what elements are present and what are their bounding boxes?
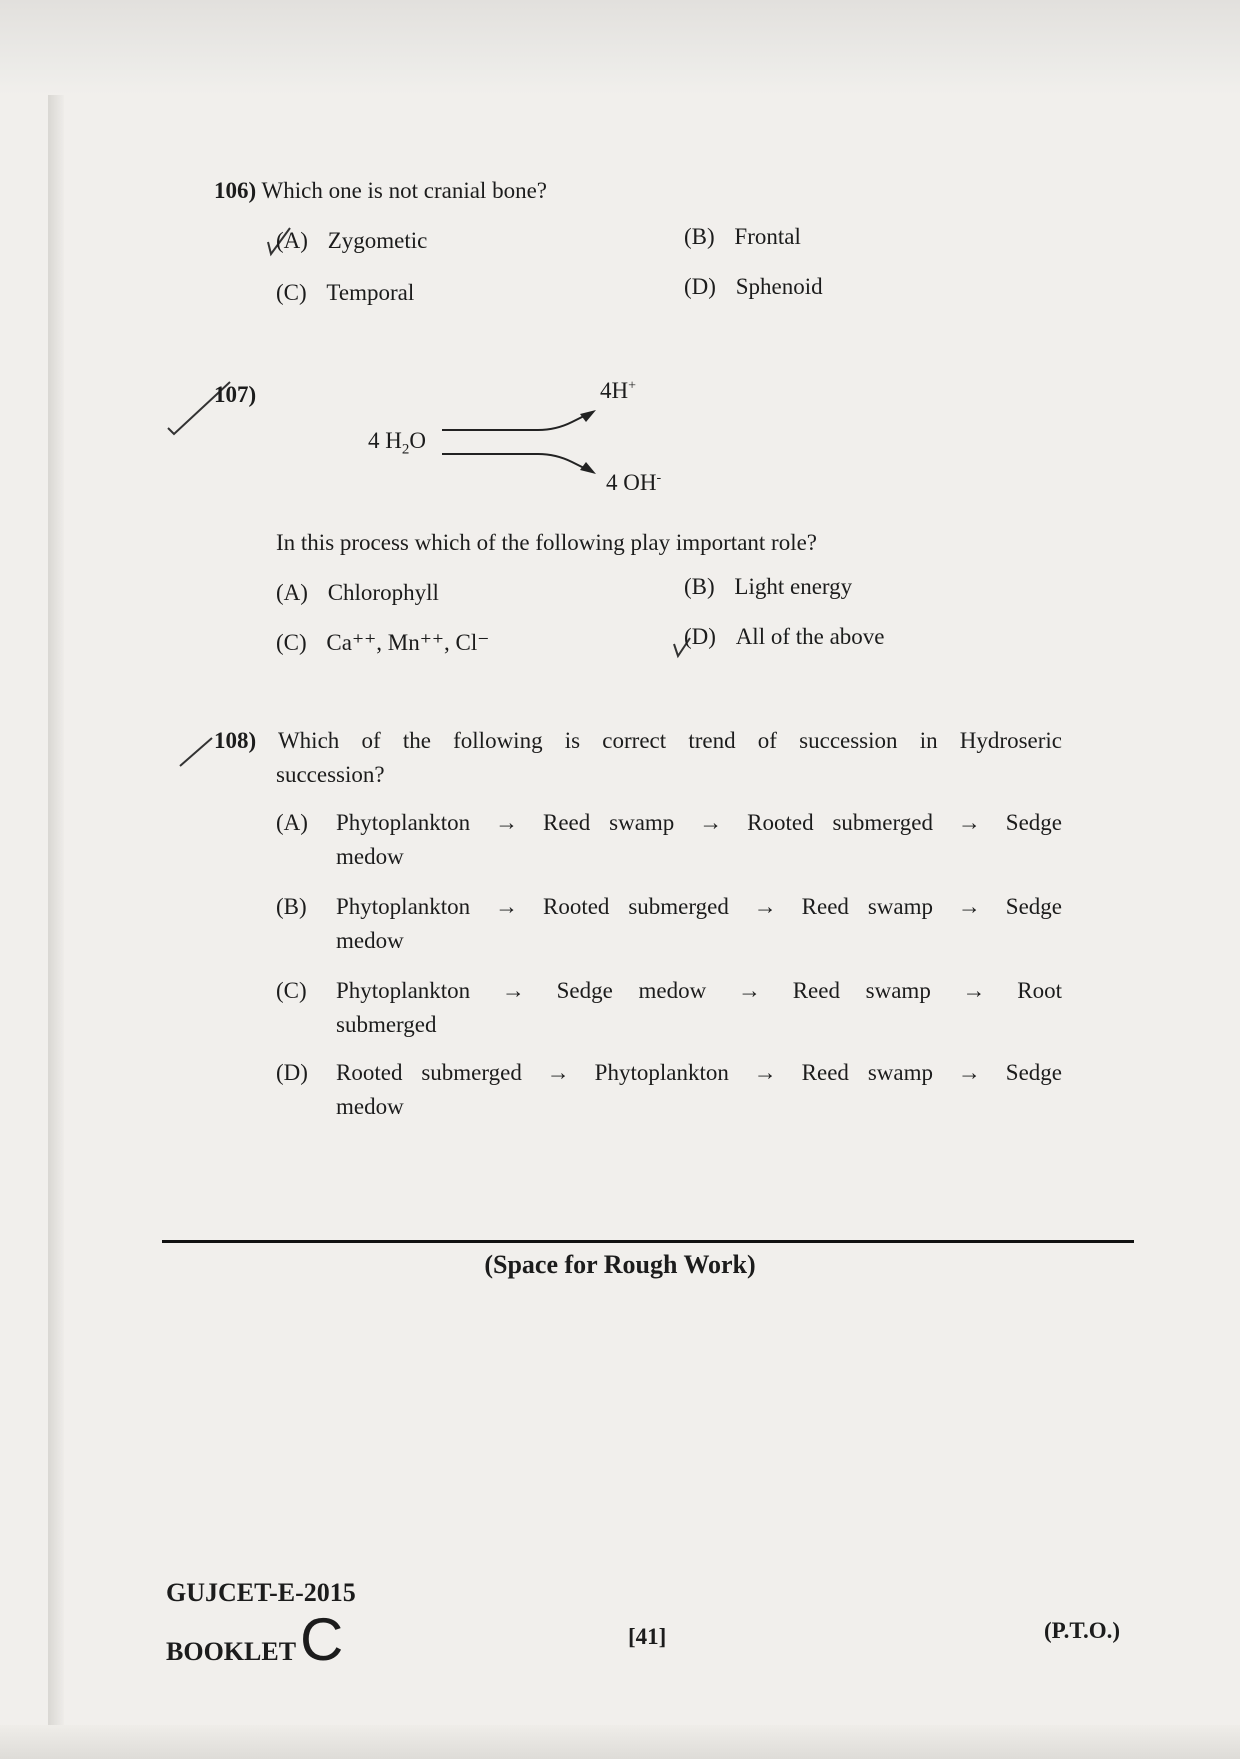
question-number: 107) (214, 382, 257, 407)
option-text-line-1 (336, 810, 1062, 836)
scan-shadow-left (48, 95, 64, 1735)
succession-stage: Sedge (1005, 894, 1063, 919)
succession-stage: Reed swamp (801, 894, 933, 919)
booklet-text: BOOKLET (166, 1637, 297, 1666)
exam-code: GUJCET-E-2015 (166, 1578, 356, 1607)
arrow-right-icon: → (737, 978, 761, 1003)
rough-work-divider (162, 1240, 1134, 1243)
pto-label: (P.T.O.) (1044, 1618, 1121, 1643)
page-number: [41] (628, 1624, 667, 1649)
arrow-right-icon: → (957, 894, 981, 919)
question-prompt-line-2: succession? (276, 762, 385, 787)
question-text (214, 728, 1062, 754)
handwritten-check-mark-icon (176, 732, 216, 772)
option-text: Temporal (326, 280, 415, 305)
option-text-line-2: submerged (336, 1012, 437, 1037)
succession-stage: Phytoplankton (336, 810, 471, 835)
option-label: (C) (276, 280, 307, 305)
arrow-right-icon: → (495, 894, 519, 919)
question-prompt: Which one is not cranial bone? (261, 178, 547, 203)
option-text-line-1 (336, 894, 1062, 920)
option-b (684, 224, 801, 250)
arrow-right-icon: → (546, 1060, 570, 1085)
succession-stage: Sedge medow (556, 978, 707, 1003)
reaction-reactant (368, 428, 426, 459)
option-label: (B) (684, 224, 715, 249)
option-label: (C) (276, 630, 307, 655)
reactant-tail: O (409, 428, 426, 453)
option-text: Sphenoid (735, 274, 823, 299)
option-b (684, 574, 852, 600)
succession-stage: Rooted submerged (542, 894, 729, 919)
succession-stage: Reed swamp (542, 810, 675, 835)
question-prompt: In this process which of the following play important role? (276, 530, 818, 555)
option-text: Ca⁺⁺, Mn⁺⁺, Cl⁻ (326, 630, 490, 655)
question-text (214, 178, 547, 204)
reaction-product-bottom (606, 470, 661, 496)
option-text: All of the above (735, 624, 885, 649)
option-label: (C) (276, 978, 307, 1003)
option-text-line-2: medow (336, 928, 404, 953)
booklet-letter: C (300, 1606, 344, 1673)
option-label: (A) (276, 810, 308, 835)
option-c (276, 630, 489, 656)
succession-stage: Reed swamp (792, 978, 931, 1003)
option-label: (D) (684, 274, 716, 299)
option-text: Zygometic (327, 228, 428, 253)
option-d (684, 274, 823, 300)
product-bottom-superscript: - (656, 470, 662, 486)
reactant-text: 4 H (368, 428, 402, 453)
reaction-product-top (600, 378, 636, 404)
arrow-right-icon: → (699, 810, 723, 835)
scan-shadow-bottom (0, 1725, 1240, 1759)
reactant-subscript: 2 (401, 441, 410, 458)
option-text: Frontal (734, 224, 801, 249)
option-label: (A) (276, 580, 308, 605)
succession-stage: Reed swamp (801, 1060, 933, 1085)
option-text: Light energy (734, 574, 853, 599)
option-c (276, 280, 414, 306)
option-label: (D) (684, 624, 716, 649)
rough-work-label: (Space for Rough Work) (484, 1250, 756, 1279)
option-text-line-2: medow (336, 844, 404, 869)
arrow-right-icon: → (957, 1060, 981, 1085)
arrow-right-icon: → (753, 1060, 777, 1085)
option-text-line-2: medow (336, 1094, 404, 1119)
arrow-right-icon: → (501, 978, 525, 1003)
succession-stage: Phytoplankton (336, 894, 471, 919)
succession-stage: Phytoplankton (336, 978, 471, 1003)
option-label: (A) (276, 228, 308, 253)
arrow-right-icon: → (495, 810, 519, 835)
booklet-label (166, 1606, 344, 1673)
option-label: (B) (276, 894, 307, 919)
product-bottom-text: 4 OH (606, 470, 657, 495)
scan-shadow-top (0, 0, 1240, 95)
option-text-line-1 (336, 1060, 1062, 1086)
option-a (276, 580, 439, 606)
question-prompt: Which of the following is correct trend of succession in Hydroseric (277, 728, 1062, 753)
succession-stage: Sedge (1005, 810, 1063, 835)
succession-stage: Rooted submerged (747, 810, 933, 835)
succession-stage: Root (1017, 978, 1062, 1003)
succession-stage: Rooted submerged (336, 1060, 522, 1085)
arrow-right-icon: → (753, 894, 777, 919)
product-top-superscript: + (628, 378, 637, 394)
question-number: 106) (214, 178, 257, 203)
option-text: Chlorophyll (327, 580, 439, 605)
option-d (684, 624, 885, 650)
arrow-right-icon: → (962, 978, 986, 1003)
arrow-right-icon: → (957, 810, 981, 835)
option-label: (B) (684, 574, 715, 599)
question-prompt-line-1 (214, 728, 1062, 754)
question-number: 108) (214, 728, 257, 753)
succession-stage: Sedge (1005, 1060, 1063, 1085)
option-text-line-1 (336, 978, 1062, 1004)
product-top-text: 4H (600, 378, 629, 403)
option-a (276, 228, 427, 254)
reaction-arrows-diagram (438, 392, 618, 488)
succession-stage: Phytoplankton (594, 1060, 729, 1085)
option-label: (D) (276, 1060, 308, 1085)
